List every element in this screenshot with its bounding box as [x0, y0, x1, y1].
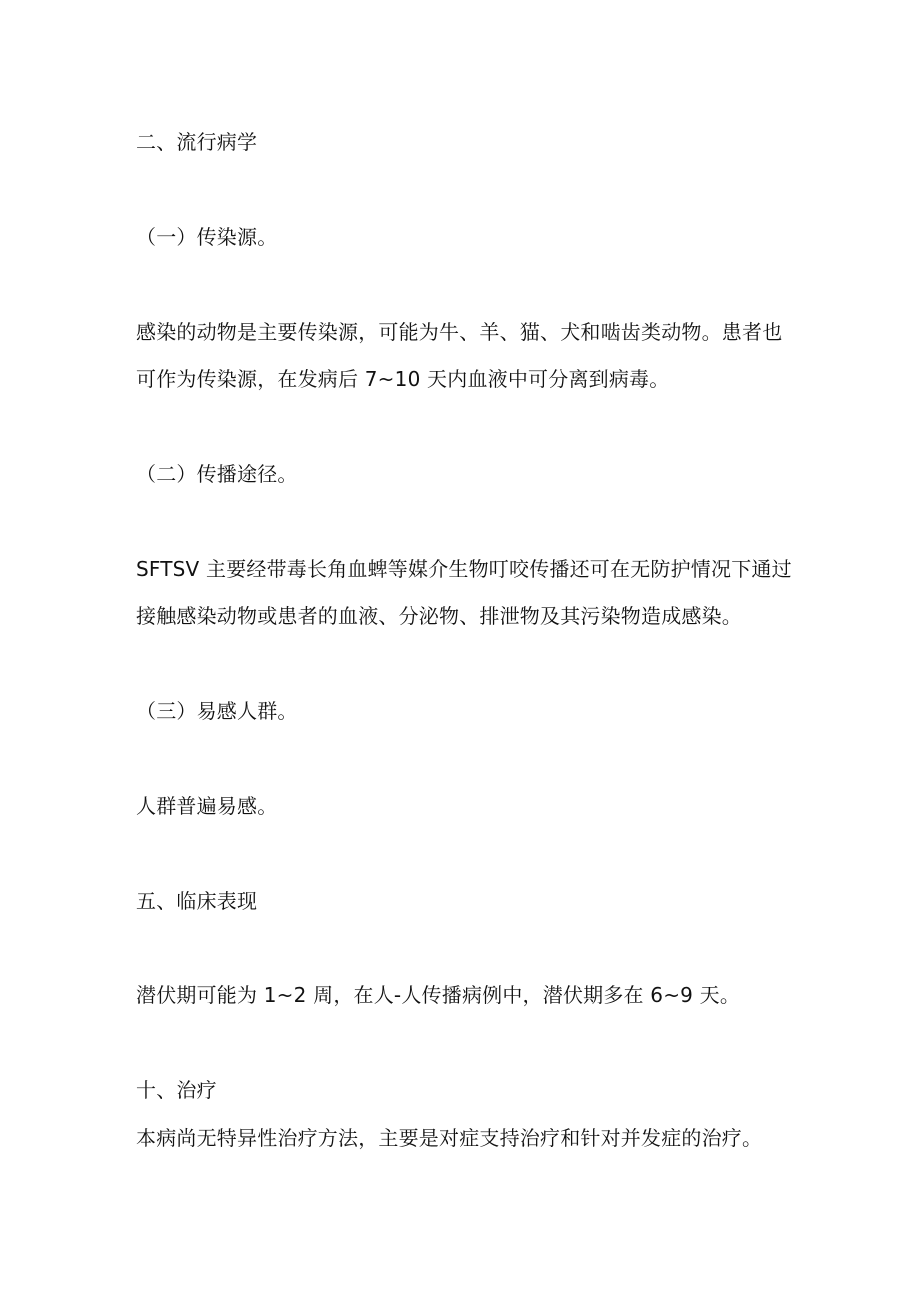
- paragraph-susceptible-population: 人群普遍易感。: [136, 794, 278, 818]
- paragraph-infection-source-line-1: 感染的动物是主要传染源，可能为牛、羊、猫、犬和啮齿类动物。患者也: [136, 320, 783, 344]
- paragraph-clinical-manifestations: 潜伏期可能为 1~2 周，在人-人传播病例中，潜伏期多在 6~9 天。: [136, 983, 741, 1007]
- heading-clinical-manifestations: 五、临床表现: [136, 889, 258, 913]
- paragraph-treatment: 本病尚无特异性治疗方法，主要是对症支持治疗和针对并发症的治疗。: [136, 1126, 763, 1150]
- subheading-infection-source: （一）传染源。: [136, 225, 278, 249]
- paragraph-transmission-route-line-1: SFTSV 主要经带毒长角血蜱等媒介生物叮咬传播还可在无防护情况下通过: [136, 557, 792, 581]
- heading-epidemiology: 二、流行病学: [136, 130, 258, 154]
- heading-treatment: 十、治疗: [136, 1078, 217, 1102]
- subheading-transmission-route: （二）传播途径。: [136, 462, 298, 486]
- paragraph-infection-source-line-2: 可作为传染源，在发病后 7~10 天内血液中可分离到病毒。: [136, 367, 670, 391]
- paragraph-transmission-route-line-2: 接触感染动物或患者的血液、分泌物、排泄物及其污染物造成感染。: [136, 604, 742, 628]
- subheading-susceptible-population: （三）易感人群。: [136, 699, 298, 723]
